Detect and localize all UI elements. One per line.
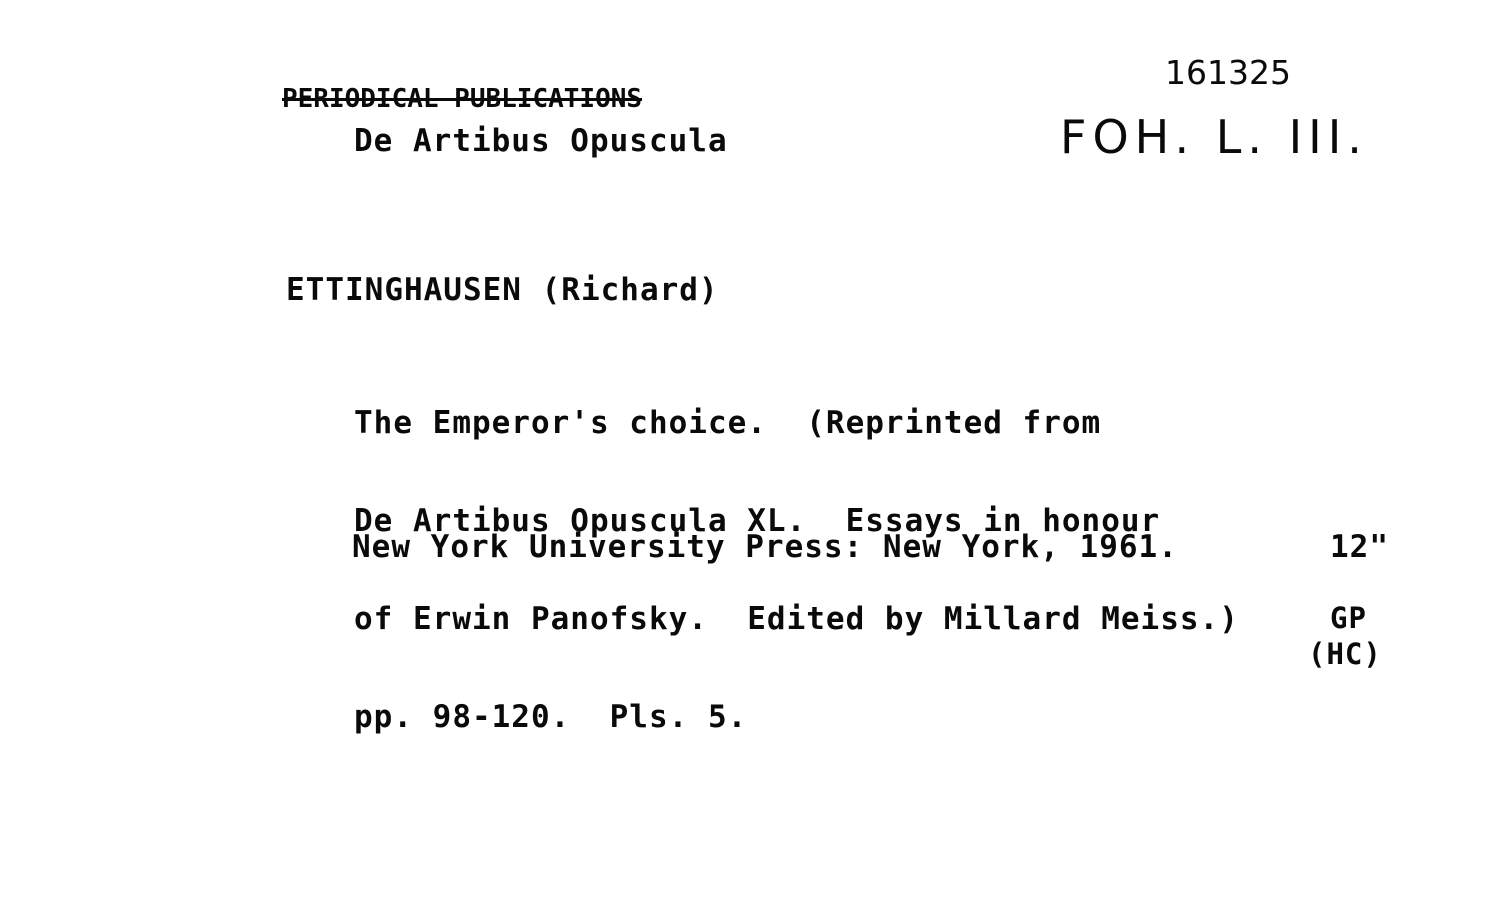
category-heading: De Artibus Opuscula [354,123,728,159]
description-line: of Erwin Panofsky. Edited by Millard Meiss.) [354,601,1239,637]
description-line: De Artibus Opuscula XL. Essays in honour [354,503,1161,539]
shelfmark: FOH. L. III. [1060,110,1368,164]
size-note: 12" [1330,529,1389,565]
author-heading: ETTINGHAUSEN (Richard) [286,272,719,308]
description-line: pp. 98-120. Pls. 5. [354,699,748,735]
accession-number: 161325 [1165,53,1291,92]
location-sub: (HC) [1308,637,1382,671]
location-code: GP [1330,601,1367,635]
struck-category-heading: PERIODICAL PUBLICATIONS [282,84,643,114]
description-line: The Emperor's choice. (Reprinted from [354,405,1102,441]
imprint-line: New York University Press: New York, 1961. [352,529,1178,565]
title-description [354,346,1239,800]
